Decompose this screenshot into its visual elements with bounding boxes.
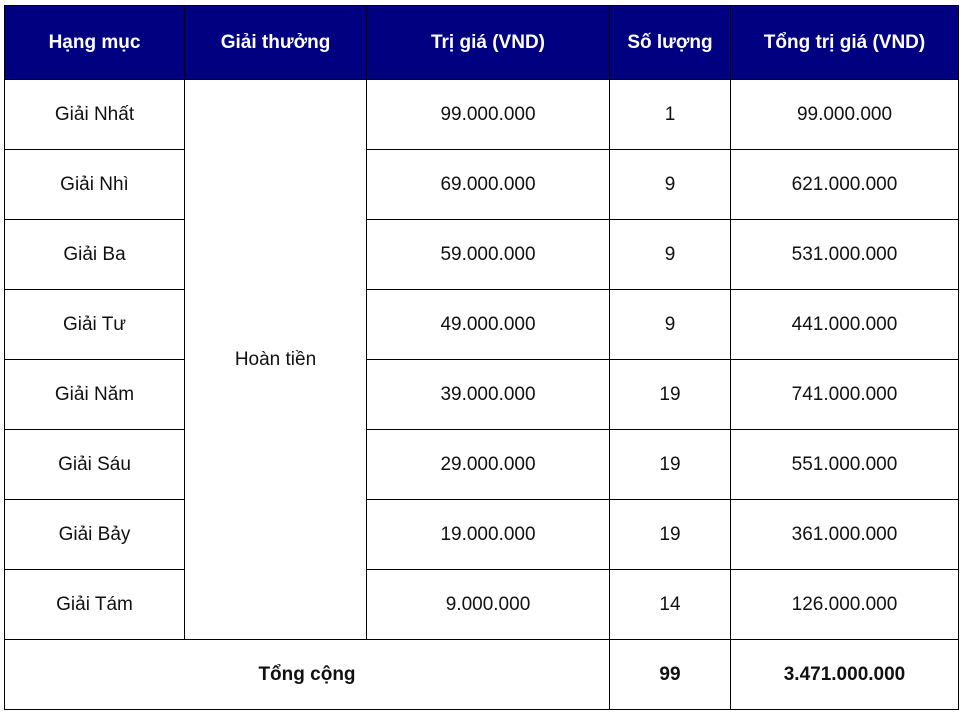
total-label: Tổng cộng bbox=[5, 640, 610, 710]
quantity-cell: 9 bbox=[610, 290, 731, 360]
total-cell: 99.000.000 bbox=[731, 80, 959, 150]
table-row bbox=[5, 360, 959, 430]
quantity-cell: 19 bbox=[610, 430, 731, 500]
category-cell: Giải Tám bbox=[5, 570, 185, 640]
table-row bbox=[5, 570, 959, 640]
total-cell: 361.000.000 bbox=[731, 500, 959, 570]
quantity-cell: 19 bbox=[610, 360, 731, 430]
table-row bbox=[5, 290, 959, 360]
header-category: Hạng mục bbox=[5, 6, 185, 80]
total-cell: 531.000.000 bbox=[731, 220, 959, 290]
total-row bbox=[5, 640, 959, 710]
total-cell: 741.000.000 bbox=[731, 360, 959, 430]
category-cell: Giải Ba bbox=[5, 220, 185, 290]
header-prize: Giải thưởng bbox=[185, 6, 367, 80]
value-cell: 29.000.000 bbox=[367, 430, 610, 500]
category-cell: Giải Sáu bbox=[5, 430, 185, 500]
value-cell: 49.000.000 bbox=[367, 290, 610, 360]
total-cell: 441.000.000 bbox=[731, 290, 959, 360]
value-cell: 39.000.000 bbox=[367, 360, 610, 430]
quantity-cell: 19 bbox=[610, 500, 731, 570]
total-cell: 126.000.000 bbox=[731, 570, 959, 640]
value-cell: 59.000.000 bbox=[367, 220, 610, 290]
quantity-cell: 14 bbox=[610, 570, 731, 640]
header-value: Trị giá (VND) bbox=[367, 6, 610, 80]
header-quantity: Số lượng bbox=[610, 6, 731, 80]
value-cell: 69.000.000 bbox=[367, 150, 610, 220]
prize-type-cell: Hoàn tiền bbox=[185, 80, 367, 640]
table-row bbox=[5, 500, 959, 570]
header-total: Tổng trị giá (VND) bbox=[731, 6, 959, 80]
category-cell: Giải Nhất bbox=[5, 80, 185, 150]
category-cell: Giải Năm bbox=[5, 360, 185, 430]
header-row bbox=[5, 6, 959, 80]
prize-table bbox=[4, 5, 959, 710]
category-cell: Giải Tư bbox=[5, 290, 185, 360]
value-cell: 19.000.000 bbox=[367, 500, 610, 570]
category-cell: Giải Nhì bbox=[5, 150, 185, 220]
value-cell: 99.000.000 bbox=[367, 80, 610, 150]
table-row bbox=[5, 220, 959, 290]
total-cell: 551.000.000 bbox=[731, 430, 959, 500]
total-cell: 621.000.000 bbox=[731, 150, 959, 220]
table-row bbox=[5, 150, 959, 220]
quantity-cell: 1 bbox=[610, 80, 731, 150]
quantity-cell: 9 bbox=[610, 220, 731, 290]
table-row bbox=[5, 80, 959, 150]
category-cell: Giải Bảy bbox=[5, 500, 185, 570]
table-row bbox=[5, 430, 959, 500]
total-value: 3.471.000.000 bbox=[731, 640, 959, 710]
quantity-cell: 9 bbox=[610, 150, 731, 220]
value-cell: 9.000.000 bbox=[367, 570, 610, 640]
total-quantity: 99 bbox=[610, 640, 731, 710]
